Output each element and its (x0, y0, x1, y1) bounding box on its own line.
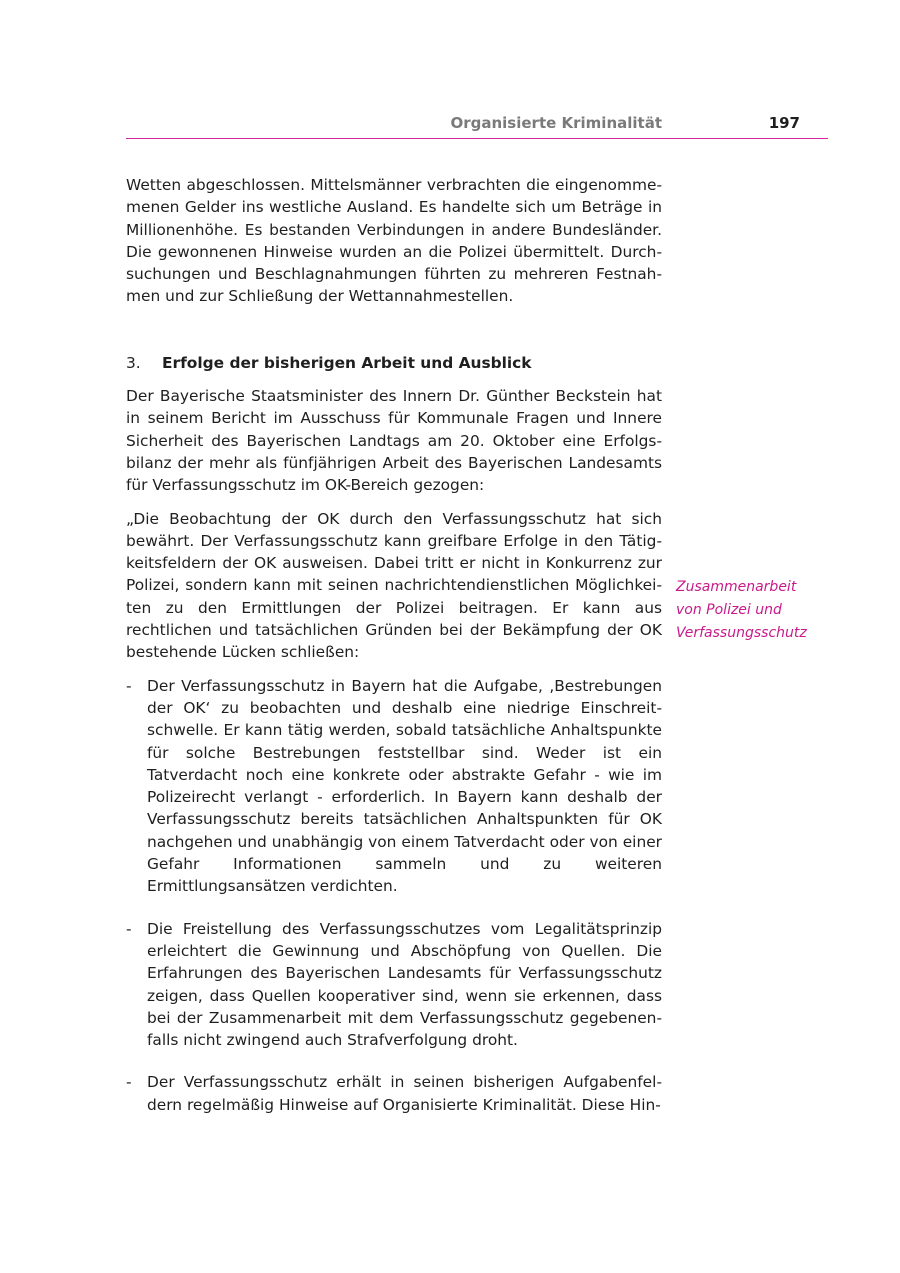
paragraph-1: Der Bayerische Staatsminister des Innern Dr. Günther Beckstein hat in seinem Bericht im Ausschuss für Kommunale Fragen und Innere Sicherheit des Bayerischen Landtags am 20. Oktober eine Erfolgsbilanz der mehr als fünfjährigen Arbeit des Bayerischen Landesamts für Verfassungsschutz im OK-Bereich gezogen: (126, 387, 662, 495)
running-header-title: Organisierte Kriminalität (450, 114, 662, 132)
list-item (126, 918, 662, 1052)
bullet-dash: - (126, 919, 132, 938)
list-item-text: Die Freistellung des Verfassungsschutzes vom Legalitätsprinzip erleichtert die Gewinnung und Abschöpfung von Quellen. Die Erfahrungen des Bayerischen Landesamts für Verfassungsschutz zeigen, dass Quellen kooperativer sind, wenn sie erkennen, dass bei der Zusammenarbeit mit dem Verfassungsschutz gegebenenfalls nicht zwingend auch Strafverfolgung droht. (147, 919, 662, 1050)
list-item (126, 1071, 662, 1116)
list-item-text: Der Verfassungsschutz erhält in seinen bisherigen Aufgabenfeldern regelmäßig Hinweise auf Organisierte Kriminalität. Diese Hin- (147, 1073, 662, 1114)
bullet-list (126, 675, 662, 1116)
bullet-dash: - (126, 1073, 132, 1092)
body-text (126, 174, 662, 1136)
margin-note-line: Zusammenarbeit (676, 579, 797, 595)
page-number: 197 (768, 114, 800, 132)
intro-paragraph: Wetten abgeschlossen. Mittelsmänner verbrachten die eingenommemenen Gelder ins westliche Ausland. Es handelte sich um Beträge in Millionenhöhe. Es bestanden Verbindungen in andere Bundesländer. Die gewonnenen Hinweise wurden an die Polizei übermittelt. Durchsuchungen und Beschlagnahmungen führten zu mehreren Festnahmen und zur Schließung der Wettannahmestellen. (126, 176, 662, 306)
section-number: 3. (126, 353, 141, 372)
list-item-text: Der Verfassungsschutz in Bayern hat die Aufgabe, ‚Bestrebungen der OK‘ zu beobachten und deshalb eine niedrige Einschreitschwelle. Er kann tätig werden, sobald tatsächliche Anhaltspunkte für solche Bestrebungen feststellbar sind. Weder ist ein Tatverdacht noch eine konkrete oder abstrakte Gefahr - wie im Polizeirecht verlangt - erforderlich. In Bayern kann deshalb der Verfassungsschutz bereits tatsächlichen Anhaltspunkten für OK nachgehen und unabhängig von einem Tatverdacht oder von einer Gefahr Informationen sammeln und zu weiteren Ermittlungsansätzen verdichten. (147, 676, 662, 896)
margin-note-line: von Polizei und (676, 602, 782, 618)
section-title: Erfolge der bisherigen Arbeit und Ausblick (162, 353, 532, 372)
margin-note (676, 576, 836, 645)
list-item (126, 675, 662, 898)
section-heading (126, 352, 662, 374)
bullet-dash: - (126, 676, 132, 695)
margin-note-line: Verfassungsschutz (676, 625, 807, 641)
paragraph-2: „Die Beobachtung der OK durch den Verfassungsschutz hat sich bewährt. Der Verfassungsschutz kann greifbare Erfolge in den Tätigkeitsfeldern der OK ausweisen. Dabei tritt er nicht in Konkurrenz zur Polizei, sondern kann mit seinen nachrichtendienstlichen Möglichkeiten zu den Ermittlungen der Polizei beitragen. Er kann aus rechtlichen und tatsächlichen Gründen bei der Bekämpfung der OK bestehende Lücken schließen: (126, 509, 662, 662)
running-header (126, 110, 828, 139)
